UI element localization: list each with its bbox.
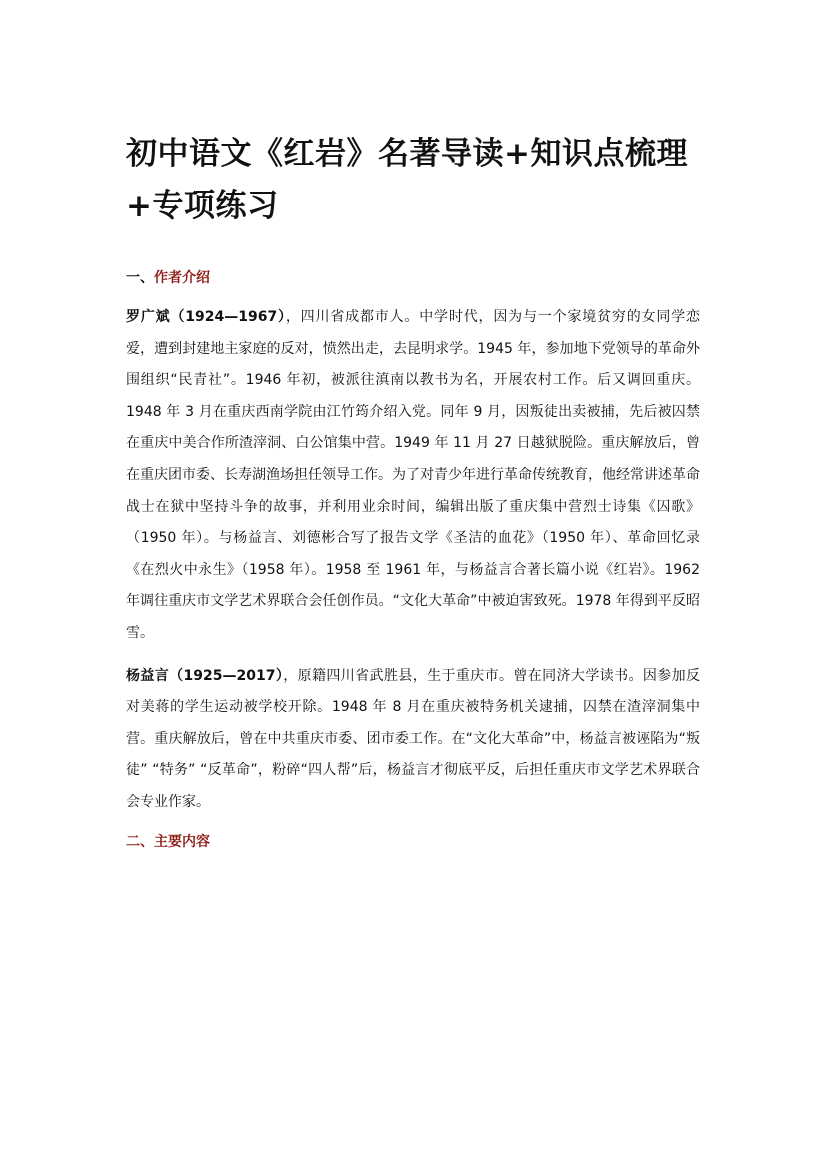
section-title: 作者介绍 (154, 270, 210, 286)
section-number: 一、 (126, 270, 154, 286)
document-page (126, 128, 700, 852)
paragraph-body: ，原籍四川省武胜县，生于重庆市。曾在同济大学读书。因参加反对美蒋的学生运动被学校开除。1948 年 8 月在重庆被特务机关逮捕，囚禁在渣滓洞集中营。重庆解放后，曾在中共重庆市委、团市委工作。在“文化大革命”中，杨益言被诬陷为“叛徒” “特务” “反革命”，粉碎“四人帮”后，杨益言才彻底平反，后担任重庆市文学艺术界联合会专业作家。 (126, 667, 701, 810)
document-title: 初中语文《红岩》名著导读+知识点梳理+专项练习 (126, 136, 688, 224)
author-name-luo-guangbin: 罗广斌（1924—1967） (126, 309, 286, 325)
paragraph-luo-guangbin (126, 302, 700, 650)
paragraph-yang-yiyan (126, 661, 700, 819)
author-name-yang-yiyan: 杨益言（1925—2017） (126, 667, 284, 684)
section-title: 主要内容 (154, 833, 210, 850)
section-heading-main-content (126, 832, 700, 852)
paragraph-body: ，四川省成都市人。中学时代，因为与一个家境贫穷的女同学恋爱，遭到封建地主家庭的反对，愤然出走，去昆明求学。1945 年，参加地下党领导的革命外围组织“民青社”。1946 年初，被派往滇南以教书为名，开展农村工作。后又调回重庆。1948 年 3 月在重庆西南学院由江竹筠介绍入党。同年 9 月，因叛徒出卖被捕，先后被囚禁在重庆中美合作所渣滓洞、白公馆集中营。1949 年 11 月 27 日越狱脱险。重庆解放后，曾在重庆团市委、长寿湖渔场担任领导工作。为了对青少年进行革命传统教育，他经常讲述革命战士在狱中坚持斗争的故事，并利用业余时间，编辑出版了重庆集中营烈士诗集《囚歌》（1950 年）。与杨益言、刘德彬合写了报告文学《圣洁的血花》（1950 年）、革命回忆录《在烈火中永生》（1958 年）。1958 至 1961 年，与杨益言合著长篇小说《红岩》。1962 年调往重庆市文学艺术界联合会任创作员。“文化大革命”中被迫害致死。1978 年得到平反昭雪。 (126, 309, 700, 641)
section-number: 二、 (126, 833, 154, 850)
section-heading-author-intro (126, 268, 700, 288)
